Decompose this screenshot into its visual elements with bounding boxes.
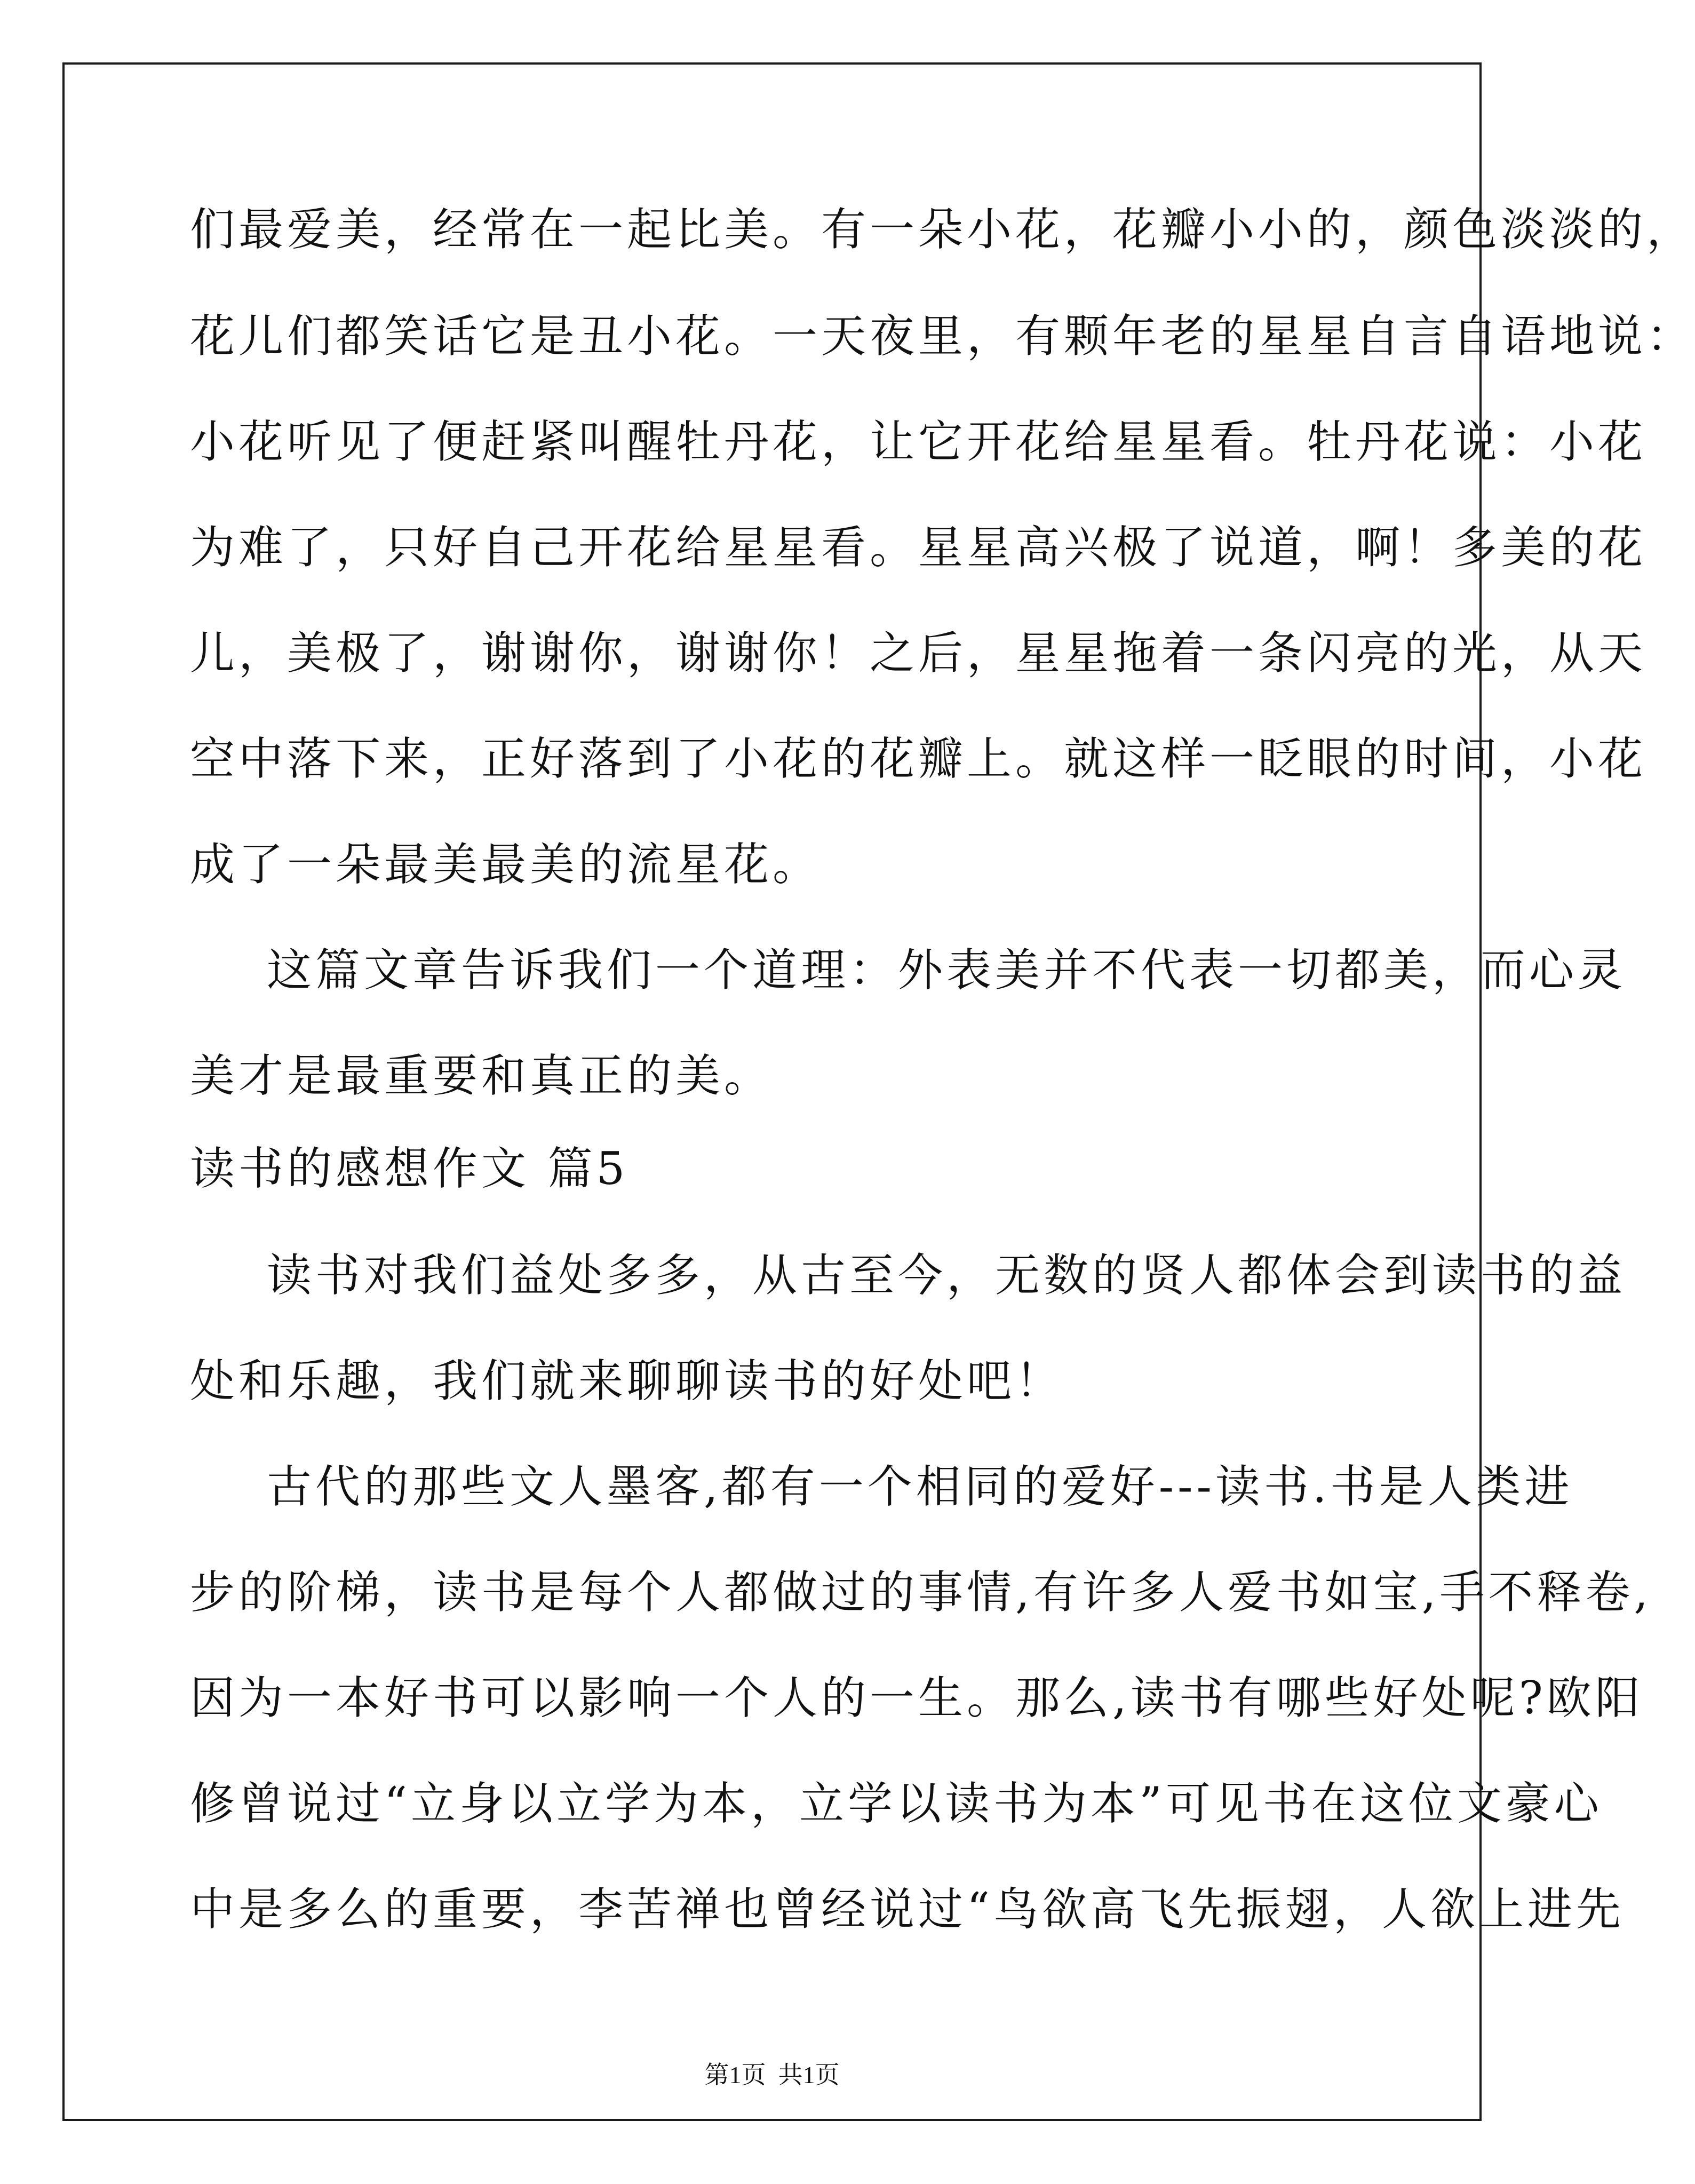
page-number-footer: 第1页 共1页	[704, 2061, 840, 2088]
section-heading: 读书的感想作文 篇5	[190, 1142, 629, 1195]
text-line: 空中落下来，正好落到了小花的花瓣上。就这样一眨眼的时间，小花	[190, 733, 1647, 785]
text-line: 因为一本好书可以影响一个人的一生。那么,读书有哪些好处呢?欧阳	[190, 1672, 1644, 1724]
text-line: 中是多么的重要，李苦禅也曾经说过“鸟欲高飞先振翅，人欲上进先	[190, 1883, 1625, 1935]
text-line: 修曾说过“立身以立学为本，立学以读书为本”可见书在这位文豪心	[190, 1777, 1603, 1830]
text-line: 儿，美极了，谢谢你，谢谢你！之后，星星拖着一条闪亮的光，从天	[190, 627, 1647, 679]
paragraph-start-line: 古代的那些文人墨客,都有一个相同的爱好---读书.书是人类进	[267, 1460, 1573, 1513]
text-line: 美才是最重要和真正的美。	[190, 1050, 773, 1102]
text-line: 花儿们都笑话它是丑小花。一天夜里，有颗年老的星星自言自语地说：	[190, 310, 1695, 362]
text-line: 们最爱美，经常在一起比美。有一朵小花，花瓣小小的，颜色淡淡的，	[190, 203, 1695, 256]
text-line: 步的阶梯，读书是每个人都做过的事情,有许多人爱书如宝,手不释卷,	[190, 1566, 1652, 1618]
paragraph-start-line: 这篇文章告诉我们一个道理：外表美并不代表一切都美，而心灵	[267, 944, 1627, 996]
paragraph-start-line: 读书对我们益处多多，从古至今，无数的贤人都体会到读书的益	[267, 1249, 1627, 1301]
text-line: 小花听见了便赶紧叫醒牡丹花，让它开花给星星看。牡丹花说：小花	[190, 416, 1647, 468]
text-line: 为难了，只好自己开花给星星看。星星高兴极了说道，啊！多美的花	[190, 521, 1647, 574]
text-line: 成了一朵最美最美的流星花。	[190, 838, 822, 891]
text-line: 处和乐趣，我们就来聊聊读书的好处吧！	[190, 1355, 1064, 1407]
